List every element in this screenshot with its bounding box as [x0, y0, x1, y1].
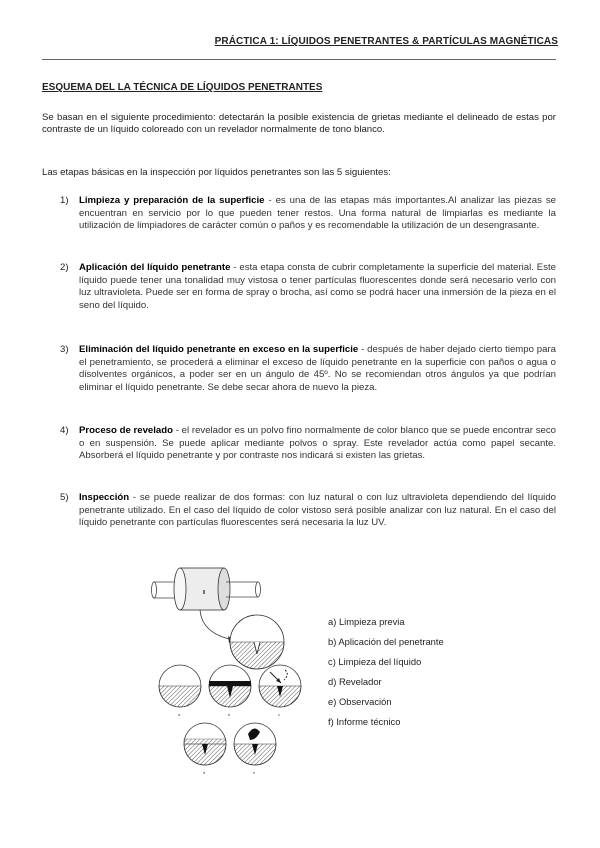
step-title: Proceso de revelado — [79, 425, 173, 436]
step-text: - después de haber dejado cierto tiempo para el penetramiento, se procederá a eliminar el exceso de líquido penetrante en la superficie con paños o agua o disolventes orgánicos, a poder ser en un ángulo de 45º. No se recomiendan otros ángulos ya que podrían eliminar el líquido penetrante. Se debe secar ahora de nuevo la pieza. — [79, 344, 556, 393]
step-circle — [209, 665, 251, 707]
section-title: ESQUEMA DEL LA TÉCNICA DE LÍQUIDOS PENETRANTES — [42, 82, 323, 93]
step-circle — [259, 665, 301, 707]
figure-legend — [328, 612, 444, 732]
step-item — [60, 344, 556, 394]
step-item — [60, 262, 556, 312]
step-title: Aplicación del líquido penetrante — [79, 262, 231, 273]
svg-text:d: d — [203, 770, 206, 775]
legend-item: f) Informe técnico — [328, 716, 401, 727]
step-text: - se puede realizar de dos formas: con luz natural o con luz ultravioleta dependiendo del líquido penetrante utilizado. En el caso del líquido de color vistoso será posible analizar con luz natural. En el caso del líquido penetrante con partículas fluorescentes será necesaria la luz UV. — [79, 492, 556, 528]
step-item — [60, 425, 556, 463]
step-circle — [234, 723, 276, 765]
step-text: - esta etapa consta de cubrir completamente la superficie del material. Este líquido puede tener una tonalidad muy vistosa o tener partículas fluorescentes donde será necesario verlo con luz ultravioleta. Puede ser en forma de spray o brocha, así como se podrá hacer una inmersión de la pieza en el seno del líquido. — [79, 262, 556, 311]
step-title: Limpieza y preparación de la superficie — [79, 195, 265, 206]
svg-text:a: a — [178, 712, 181, 717]
svg-text:c: c — [278, 712, 280, 717]
step-circle — [184, 723, 226, 765]
legend-item: a) Limpieza previa — [328, 616, 405, 627]
intro-paragraph: Se basan en el siguiente procedimiento: detectarán la posible existencia de grietas mediante el delineado de estas por contraste de un líquido coloreado con un revelador normalmente de tono blanco. — [42, 112, 556, 136]
step-text: - es una de las etapas más importantes.Al analizar las piezas se encuentran en servicio por lo que pueden tener restos. Una forma natural de limpiarlas es mediante la utilización de limpiadores de carácter común o paños y es recomendable la utilización de un desengrasante. — [79, 195, 556, 231]
svg-text:b: b — [228, 712, 231, 717]
step-item — [60, 195, 556, 233]
zoom-circle — [230, 615, 284, 669]
step-number: 5) — [60, 492, 69, 503]
legend-item: c) Limpieza del líquido — [328, 656, 422, 667]
step-circle — [159, 665, 201, 707]
step-item — [60, 492, 556, 530]
step-title: Eliminación del líquido penetrante en exceso en la superficie — [79, 344, 359, 355]
legend-item: b) Aplicación del penetrante — [328, 636, 444, 647]
page-header-title: PRÁCTICA 1: LÍQUIDOS PENETRANTES & PARTÍCULAS MAGNÉTICAS — [214, 36, 558, 47]
step-title: Inspección — [79, 492, 130, 503]
penetrant-process-illustration — [150, 564, 310, 778]
zoom-arrow — [200, 610, 234, 640]
step-number: 2) — [60, 262, 69, 273]
step-number: 3) — [60, 344, 69, 355]
svg-text:e: e — [253, 770, 256, 775]
step-number: 4) — [60, 425, 69, 436]
step-text: - el revelador es un polvo fino normalmente de color blanco que se puede encontrar seco o en suspensión. Se puede aplicar mediante polvos o spray. Este revelador actúa como papel secante. Absorberá el líquido penetrante y por contraste nos indicará si existen las grietas. — [79, 425, 556, 461]
lead-paragraph: Las etapas básicas en la inspección por líquidos penetrantes son las 5 siguientes: — [42, 167, 391, 178]
cylinder-part-drawing — [152, 568, 261, 610]
step-number: 1) — [60, 195, 69, 206]
legend-item: e) Observación — [328, 696, 392, 707]
legend-item: d) Revelador — [328, 676, 382, 687]
header-divider — [42, 59, 556, 60]
